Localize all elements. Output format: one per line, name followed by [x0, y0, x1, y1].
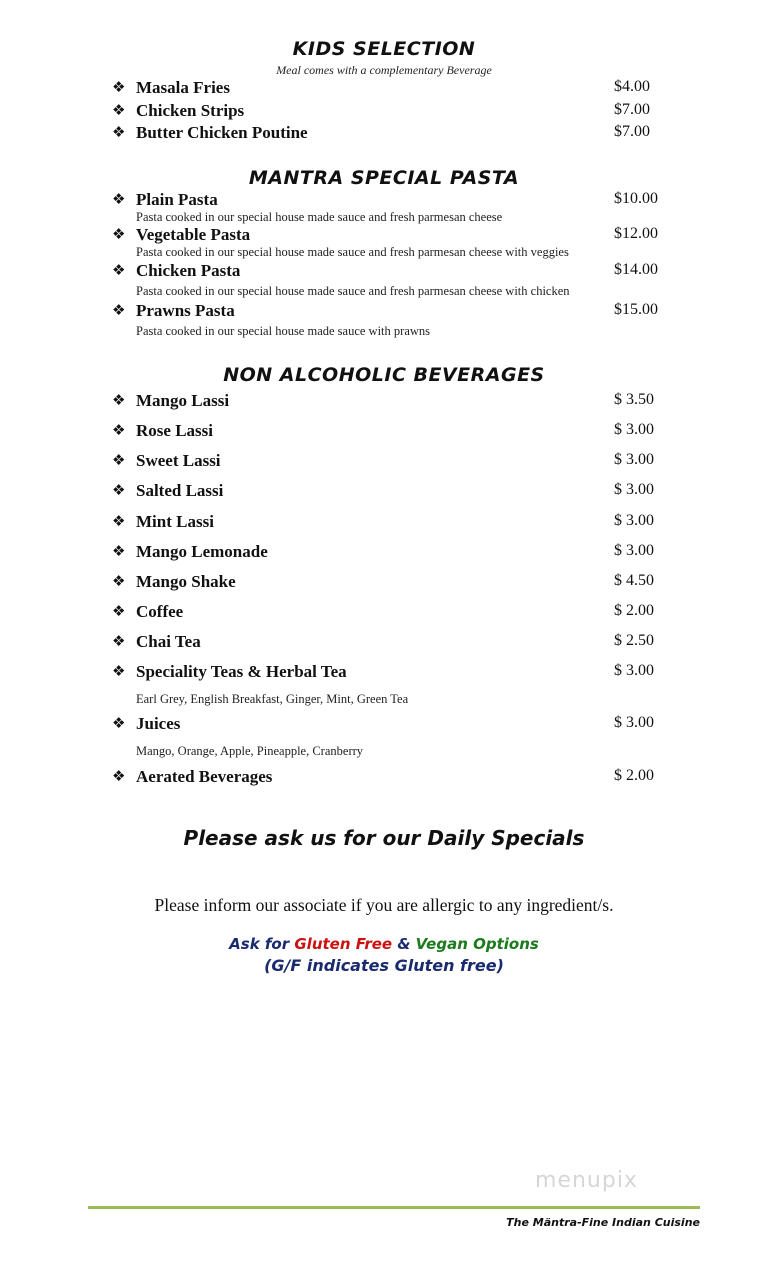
item-name: Chicken Pasta	[136, 261, 241, 280]
item-name: Plain Pasta	[136, 190, 218, 209]
menu-item-salted-lassi	[112, 481, 662, 503]
kids-selection-note: Meal comes with a complementary Beverage	[276, 63, 492, 77]
ask-for-text: Ask for	[229, 935, 290, 953]
pasta-heading: MANTRA SPECIAL PASTA	[248, 167, 520, 189]
bullet-icon: ❖	[112, 101, 126, 119]
item-price: $7.00	[614, 123, 650, 140]
bullet-icon: ❖	[112, 714, 126, 732]
item-price: $ 4.50	[614, 572, 654, 589]
item-name: Chicken Strips	[136, 101, 245, 120]
item-name: Mint Lassi	[136, 512, 214, 531]
menu-item-speciality-teas	[112, 662, 662, 684]
dietary-options-line	[0, 935, 768, 953]
item-price: $ 3.00	[614, 714, 654, 731]
menu-item-juices	[112, 714, 662, 736]
menu-item-vegetable-pasta	[112, 225, 662, 247]
item-price: $12.00	[614, 225, 658, 242]
item-name: Mango Lemonade	[136, 542, 268, 561]
bullet-icon: ❖	[112, 123, 126, 141]
item-name: Sweet Lassi	[136, 451, 221, 470]
item-name: Salted Lassi	[136, 481, 224, 500]
menu-item-mango-lassi	[112, 391, 662, 413]
menu-item-mango-lemonade	[112, 542, 662, 564]
footer-restaurant-name: The Mäntra-Fine Indian Cuisine	[506, 1216, 700, 1229]
item-description: Pasta cooked in our special house made sauce and fresh parmesan cheese with veggies	[136, 245, 569, 259]
item-price: $ 3.00	[614, 451, 654, 468]
bullet-icon: ❖	[112, 261, 126, 279]
bullet-icon: ❖	[112, 542, 126, 560]
item-price: $ 3.00	[614, 662, 654, 679]
item-name: Speciality Teas & Herbal Tea	[136, 662, 347, 681]
item-name: Butter Chicken Poutine	[136, 123, 308, 142]
item-name: Vegetable Pasta	[136, 225, 251, 244]
menu-item-aerated-beverages	[112, 767, 662, 789]
bullet-icon: ❖	[112, 391, 126, 409]
bullet-icon: ❖	[112, 602, 126, 620]
item-description: Earl Grey, English Breakfast, Ginger, Mint, Green Tea	[136, 692, 409, 706]
bullet-icon: ❖	[112, 225, 126, 243]
bullet-icon: ❖	[112, 301, 126, 319]
item-price: $14.00	[614, 261, 658, 278]
vegan-options-text: Vegan Options	[415, 935, 539, 953]
bullet-icon: ❖	[112, 632, 126, 650]
ampersand-text: &	[397, 935, 411, 953]
item-price: $15.00	[614, 301, 658, 318]
item-name: Chai Tea	[136, 632, 201, 651]
item-price: $ 2.50	[614, 632, 654, 649]
bullet-icon: ❖	[112, 451, 126, 469]
menu-item-mango-shake	[112, 572, 662, 594]
footer-divider	[88, 1206, 700, 1209]
bullet-icon: ❖	[112, 78, 126, 96]
item-price: $ 3.00	[614, 512, 654, 529]
item-name: Masala Fries	[136, 78, 230, 97]
item-name: Rose Lassi	[136, 421, 213, 440]
gluten-free-text: Gluten Free	[294, 935, 393, 953]
item-price: $ 2.00	[614, 602, 654, 619]
item-name: Mango Lassi	[136, 391, 230, 410]
kids-selection-heading: KIDS SELECTION	[292, 38, 476, 60]
beverages-heading: NON ALCOHOLIC BEVERAGES	[223, 364, 545, 386]
item-price: $4.00	[614, 78, 650, 95]
menu-item-masala-fries	[112, 78, 662, 100]
bullet-icon: ❖	[112, 421, 126, 439]
menu-item-coffee	[112, 602, 662, 624]
item-description: Pasta cooked in our special house made sauce with prawns	[136, 324, 431, 338]
item-description: Pasta cooked in our special house made sauce and fresh parmesan cheese with chicken	[136, 284, 570, 298]
bullet-icon: ❖	[112, 662, 126, 680]
item-name: Mango Shake	[136, 572, 236, 591]
menu-item-chicken-pasta	[112, 261, 662, 283]
item-price: $ 3.00	[614, 542, 654, 559]
menu-item-mint-lassi	[112, 512, 662, 534]
item-description: Pasta cooked in our special house made sauce and fresh parmesan cheese	[136, 210, 503, 224]
menu-item-rose-lassi	[112, 421, 662, 443]
item-price: $ 2.00	[614, 767, 654, 784]
menu-item-chicken-strips	[112, 101, 662, 123]
watermark-logo: menupix	[535, 1168, 638, 1193]
gf-legend: (G/F indicates Gluten free)	[264, 956, 504, 975]
bullet-icon: ❖	[112, 190, 126, 208]
item-name: Juices	[136, 714, 181, 733]
item-name: Coffee	[136, 602, 184, 621]
item-price: $ 3.00	[614, 421, 654, 438]
allergy-note: Please inform our associate if you are allergic to any ingredient/s.	[154, 895, 614, 915]
menu-item-chai-tea	[112, 632, 662, 654]
daily-specials-note: Please ask us for our Daily Specials	[183, 826, 585, 850]
bullet-icon: ❖	[112, 481, 126, 499]
item-price: $ 3.00	[614, 481, 654, 498]
menu-item-butter-chicken-poutine	[112, 123, 662, 145]
item-name: Aerated Beverages	[136, 767, 273, 786]
menu-item-sweet-lassi	[112, 451, 662, 473]
item-price: $ 3.50	[614, 391, 654, 408]
item-price: $7.00	[614, 101, 650, 118]
menu-item-plain-pasta	[112, 190, 662, 212]
bullet-icon: ❖	[112, 512, 126, 530]
bullet-icon: ❖	[112, 767, 126, 785]
item-name: Prawns Pasta	[136, 301, 235, 320]
bullet-icon: ❖	[112, 572, 126, 590]
menu-item-prawns-pasta	[112, 301, 662, 323]
item-description: Mango, Orange, Apple, Pineapple, Cranberry	[136, 744, 364, 758]
item-price: $10.00	[614, 190, 658, 207]
